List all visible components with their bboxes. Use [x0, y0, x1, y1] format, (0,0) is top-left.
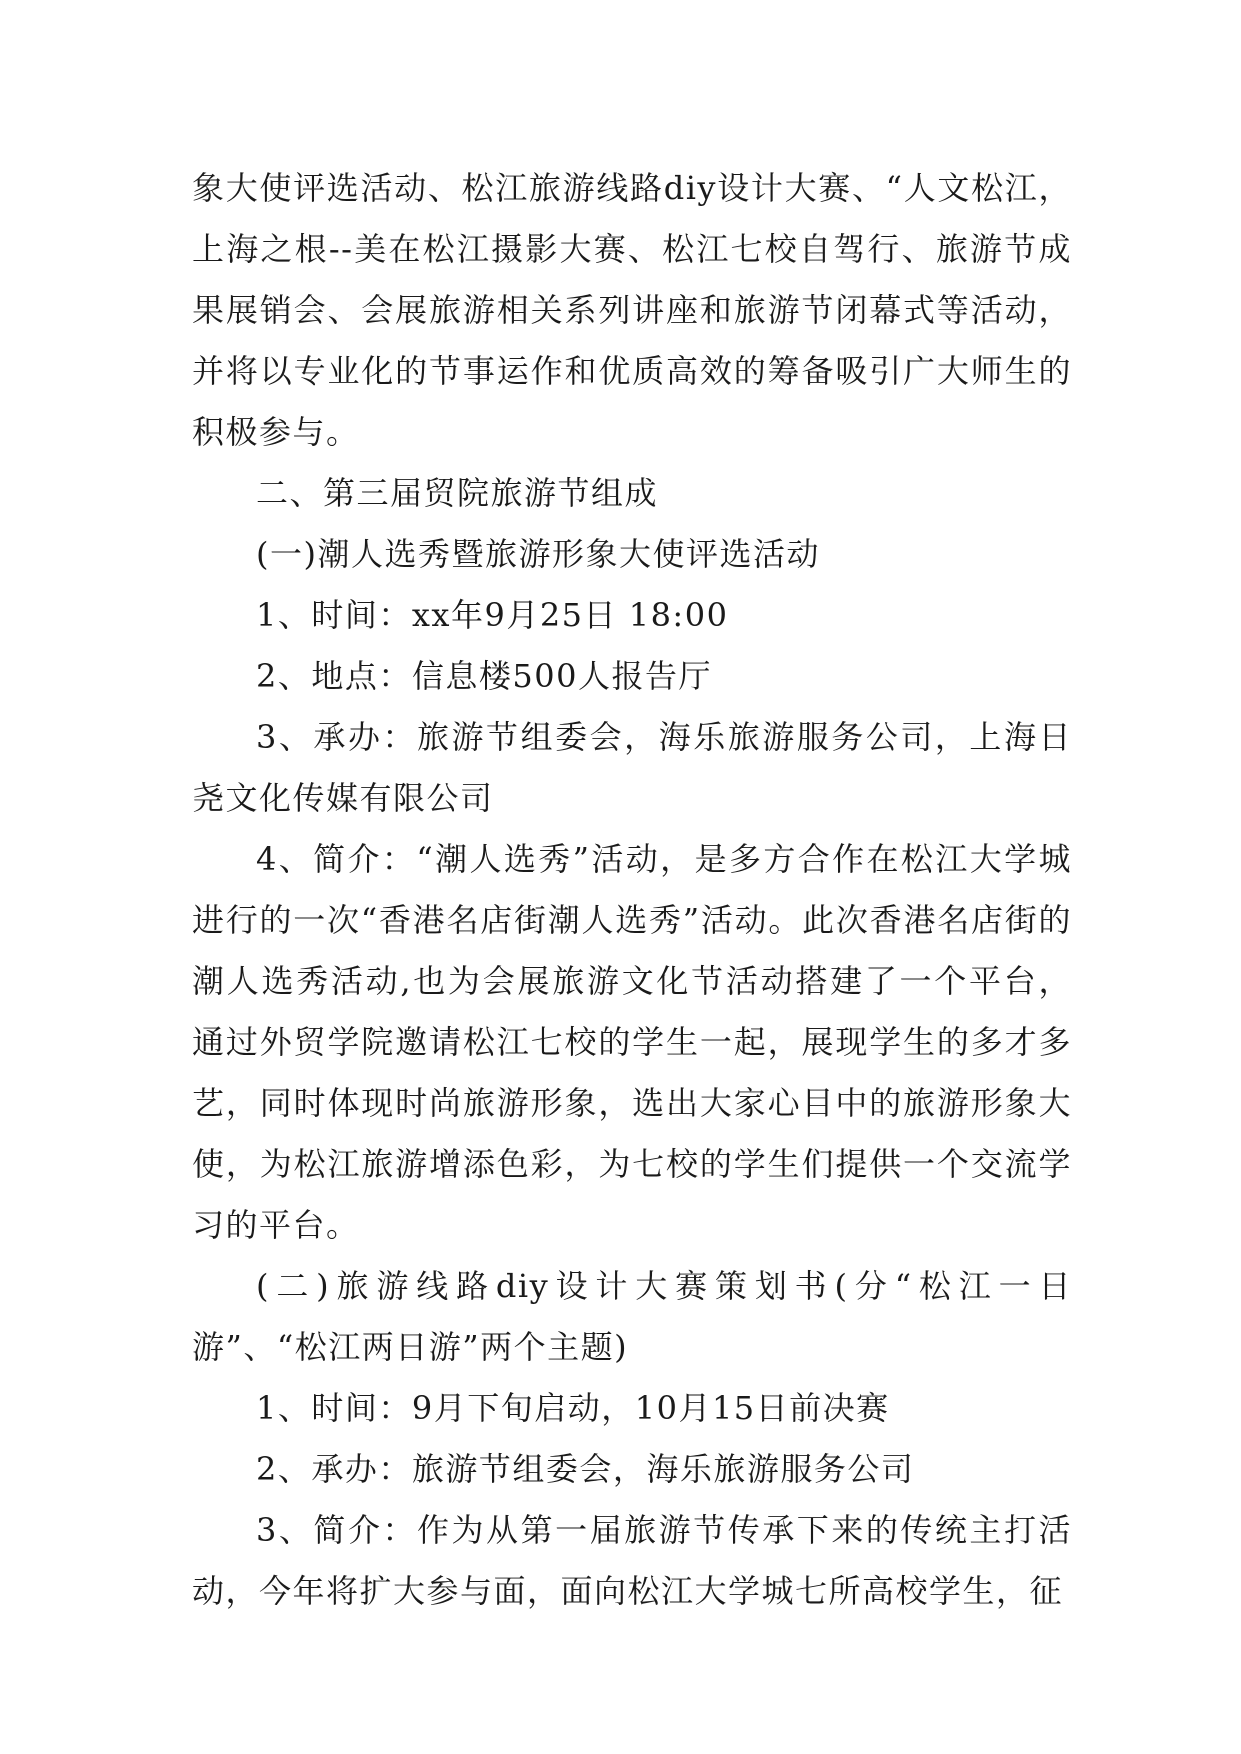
- document-page: [192, 158, 1072, 1622]
- event-organizer: 3、承办：旅游节组委会，海乐旅游服务公司，上海日尧文化传媒有限公司: [192, 718, 1072, 817]
- event-time: 1、时间：9月下旬启动，10月15日前决赛: [256, 1389, 890, 1427]
- event-introduction: 4、简介：“潮人选秀”活动，是多方合作在松江大学城进行的一次“香港名店街潮人选秀”活动。此次香港名店街的潮人选秀活动,也为会展旅游文化节活动搭建了一个平台，通过外贸学院邀请松江七校的学生一起，展现学生的多才多艺，同时体现时尚旅游形象，选出大家心目中的旅游形象大使，为松江旅游增添色彩，为七校的学生们提供一个交流学习的平台。: [192, 840, 1072, 1244]
- event-time: 1、时间：xx年9月25日 18:00: [256, 596, 729, 634]
- event-organizer: 2、承办：旅游节组委会，海乐旅游服务公司: [256, 1450, 915, 1488]
- subsection-heading: (一)潮人选秀暨旅游形象大使评选活动: [256, 535, 820, 573]
- event-location: 2、地点：信息楼500人报告厅: [256, 657, 712, 695]
- subsection-heading: (二)旅游线路diy设计大赛策划书(分“松江一日游”、“松江两日游”两个主题): [192, 1267, 1072, 1366]
- event-introduction: 3、简介：作为从第一届旅游节传承下来的传统主打活动，今年将扩大参与面，面向松江大学城七所高校学生，征: [192, 1511, 1072, 1610]
- body-paragraph: 象大使评选活动、松江旅游线路diy设计大赛、“人文松江，上海之根--美在松江摄影大赛、松江七校自驾行、旅游节成果展销会、会展旅游相关系列讲座和旅游节闭幕式等活动，并将以专业化的节事运作和优质高效的筹备吸引广大师生的积极参与。: [192, 169, 1072, 451]
- section-heading: 二、第三届贸院旅游节组成: [256, 474, 659, 512]
